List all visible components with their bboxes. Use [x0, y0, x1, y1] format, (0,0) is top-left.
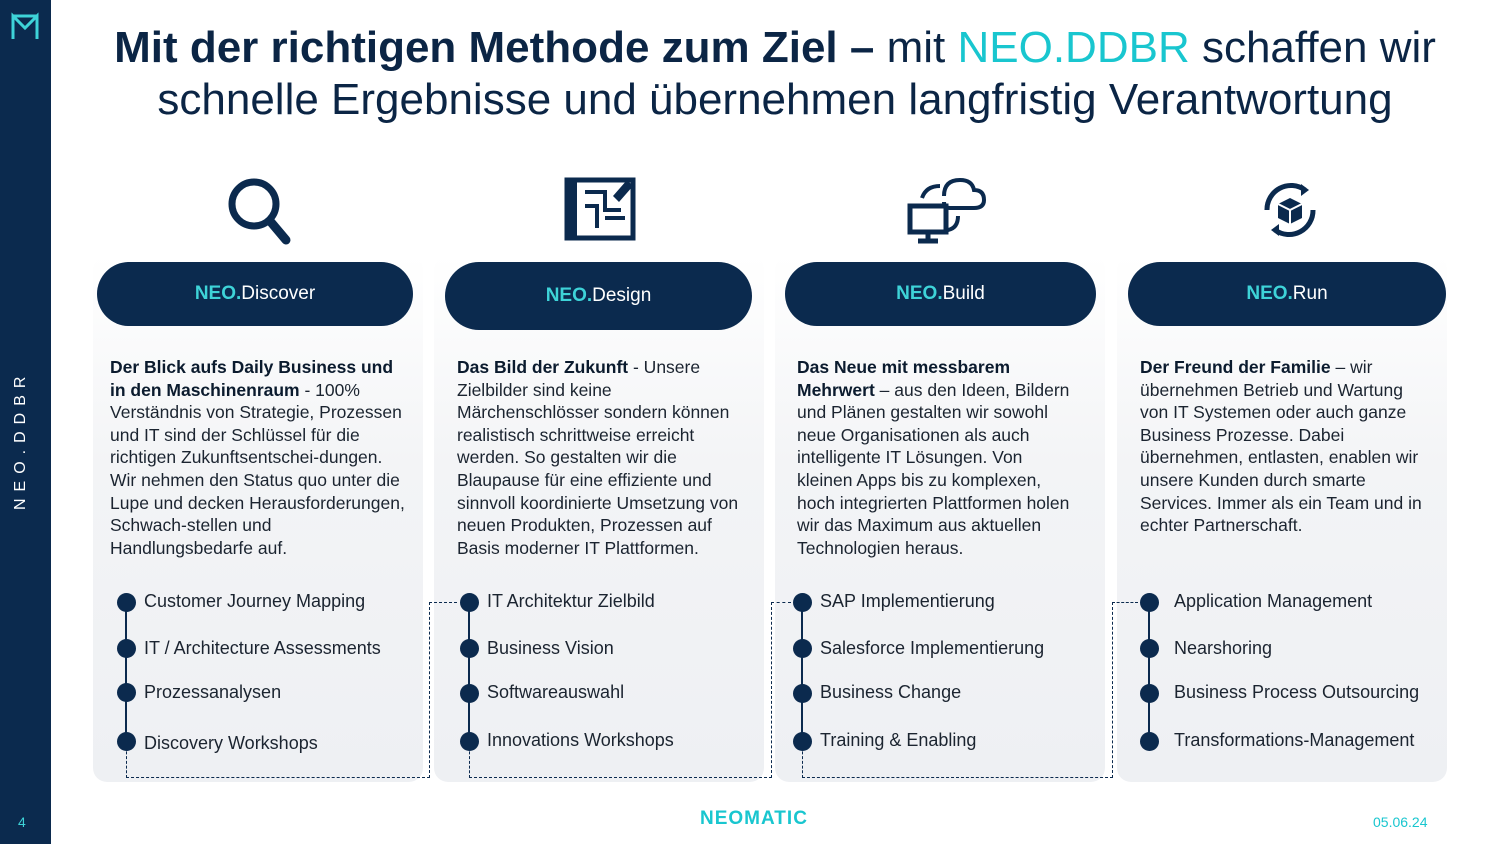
description-discover: [110, 356, 406, 559]
connector-segment: [429, 602, 457, 603]
pill-run: [1128, 262, 1446, 326]
title-bold-part: Mit der richtigen Methode zum Ziel –: [114, 23, 875, 72]
connector-segment: [429, 602, 430, 778]
sidebar: [0, 0, 51, 844]
timeline-line: [125, 602, 127, 742]
timeline-dot: [793, 684, 812, 703]
timeline-dot: [793, 593, 812, 612]
title-pre-accent: mit: [874, 23, 958, 72]
description-text: - 100% Verständnis von Strategie, Prozessen und IT sind der Schlüssel für die richtigen Zukunftsentschei-dungen. Wir nehmen den Status quo unter die Lupe und decken Herausforderungen, Schwach-stellen und Handlungsbedarfe auf.: [110, 379, 405, 558]
list-item: Application Management: [1174, 591, 1373, 611]
list-item: IT / Architecture Assessments: [144, 638, 381, 658]
magnifier-icon: [212, 170, 302, 250]
timeline-dot: [117, 639, 136, 658]
pill-neo-prefix: NEO.: [194, 283, 242, 304]
timeline-dot: [1140, 639, 1159, 658]
pill-label: Build: [942, 283, 985, 304]
title-accent: NEO.DDBR: [957, 23, 1190, 72]
description-text: – aus den Ideen, Bildern und Plänen gestalten wir sowohl neue Organisationen als auch intelligente IT Lösungen. Von kleinen Apps bis zu komplexen, hoch integrierten Plattformen holen wir das Maximum aus aktuellen Technologien heraus.: [797, 379, 1070, 558]
connector-segment: [802, 742, 803, 778]
list-item: Business Process Outsourcing: [1174, 682, 1420, 702]
timeline-dot: [460, 639, 479, 658]
list-item: Business Vision: [487, 638, 614, 658]
description-bold: Der Freund der Familie: [1140, 357, 1331, 377]
connector-segment: [1112, 602, 1113, 778]
timeline-dot: [460, 684, 479, 703]
description-build: [797, 356, 1079, 559]
description-text: - Unsere Zielbilder sind keine Märchenschlösser sondern können realistisch schrittweise erreicht werden. So gestalten wir die Blaupause für eine effiziente und sinnvoll koordinierte Umsetzung von neuen Produkten, Prozessen auf Basis moderner IT Plattformen.: [457, 357, 739, 558]
title-line-2: schnelle Ergebnisse und übernehmen langfristig Verantwortung: [157, 75, 1393, 124]
connector-segment: [1112, 602, 1138, 603]
page-title: [60, 22, 1490, 126]
description-bold: Der Blick aufs Daily Business und in den Maschinenraum: [110, 357, 394, 400]
timeline-line: [801, 602, 803, 742]
list-item: Salesforce Implementierung: [820, 638, 1045, 658]
blueprint-icon: [555, 170, 645, 250]
pill-design: [445, 262, 752, 330]
footer-date: 05.06.24: [1373, 814, 1428, 830]
timeline-line: [1148, 602, 1150, 742]
title-post-accent: schaffen wir: [1189, 23, 1436, 72]
pill-label: Discover: [241, 283, 316, 304]
description-text: – wir übernehmen Betrieb und Wartung von IT Systemen oder auch ganze Business Prozesse. Dabei übernehmen, entlasten, enablen wir unsere Kunden durch smarte Services. Immer als ein Team und in echter Partnerschaft.: [1140, 357, 1422, 536]
timeline-line: [468, 602, 470, 742]
box-cycle-icon: [1245, 170, 1335, 250]
page-number: 4: [18, 814, 26, 830]
cloud-computer-icon: [900, 170, 990, 250]
pill-neo-prefix: NEO.: [545, 285, 593, 306]
pill-neo-prefix: NEO.: [896, 283, 943, 304]
list-item: SAP Implementierung: [820, 591, 995, 611]
description-run: [1140, 356, 1436, 537]
pill-label: Run: [1292, 283, 1328, 304]
connector-segment: [469, 742, 470, 778]
list-item: Customer Journey Mapping: [144, 591, 366, 611]
list-item: Training & Enabling: [820, 730, 977, 750]
list-item: Transformations-Management: [1174, 730, 1415, 750]
description-design: [457, 356, 747, 559]
list-item: Softwareauswahl: [487, 682, 625, 702]
list-item: IT Architektur Zielbild: [487, 591, 655, 611]
pill-label: Design: [592, 285, 652, 306]
list-item: Business Change: [820, 682, 962, 702]
footer-brand: NEOMATIC: [700, 808, 808, 829]
pill-discover: [97, 262, 413, 326]
pill-build: [785, 262, 1096, 326]
pill-neo-prefix: NEO.: [1246, 283, 1293, 304]
sidebar-brand-vertical: NEO.DDBR: [12, 369, 29, 511]
description-bold: Das Neue mit messbarem Mehrwert: [797, 357, 1011, 400]
list-item: Nearshoring: [1174, 638, 1273, 658]
timeline-dot: [460, 593, 479, 612]
timeline-dot: [117, 593, 136, 612]
timeline-dot: [117, 683, 136, 702]
connector-segment: [469, 777, 772, 778]
neomatic-logo-icon: [10, 12, 40, 42]
list-item: Innovations Workshops: [487, 730, 674, 750]
list-item: Discovery Workshops: [144, 733, 318, 753]
connector-segment: [126, 777, 430, 778]
list-item: Prozessanalysen: [144, 682, 282, 702]
timeline-dot: [1140, 684, 1159, 703]
description-bold: Das Bild der Zukunft: [457, 357, 629, 377]
timeline-dot: [1140, 732, 1159, 751]
connector-segment: [802, 777, 1113, 778]
connector-segment: [771, 602, 772, 778]
timeline-dot: [1140, 593, 1159, 612]
timeline-dot: [793, 639, 812, 658]
connector-segment: [126, 742, 127, 778]
connector-segment: [771, 602, 791, 603]
